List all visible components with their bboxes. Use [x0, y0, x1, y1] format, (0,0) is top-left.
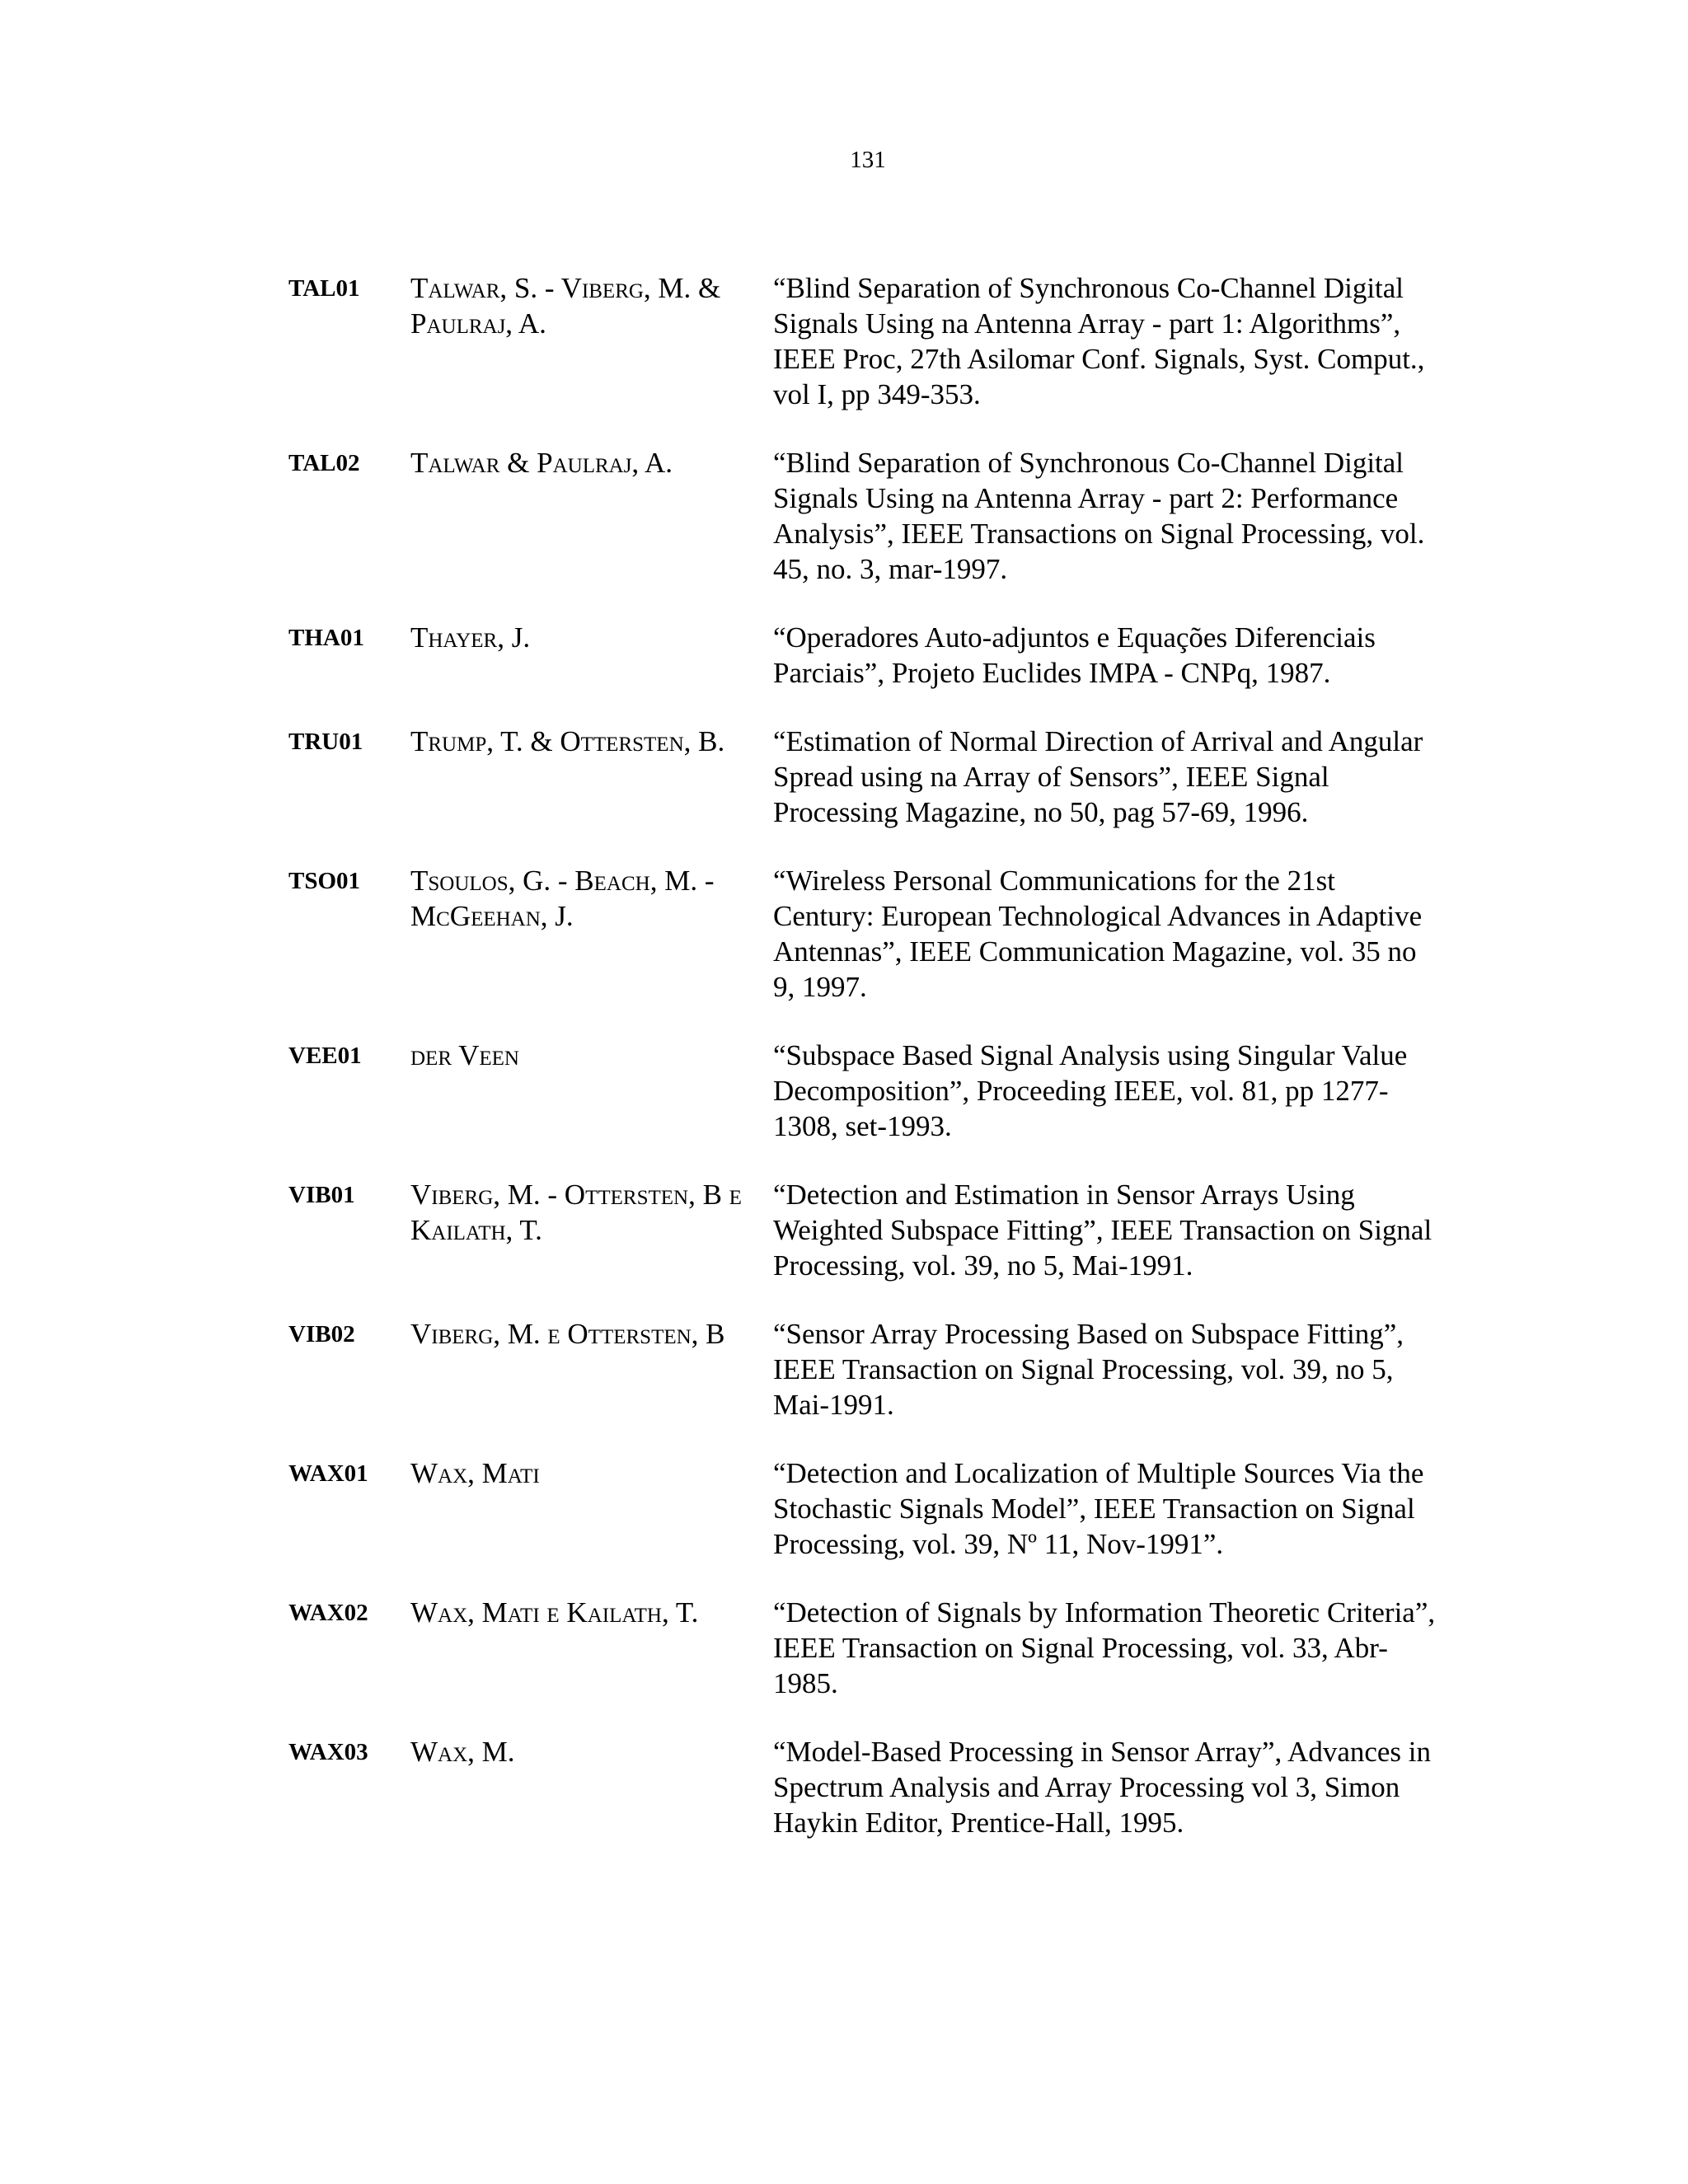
reference-key: WAX01: [288, 1460, 368, 1487]
reference-citation: “Blind Separation of Synchronous Co-Channel Digital Signals Using na Antenna Array - part 1: Algorithms”, IEEE Proc, 27th Asilomar Conf. Signals, Syst. Comput., vol I, pp 349-353.: [773, 272, 1425, 410]
reference-entry: [288, 620, 1442, 691]
reference-entry: [288, 445, 1442, 587]
reference-citation: “Estimation of Normal Direction of Arrival and Angular Spread using na Array of Sensors”, IEEE Signal Processing Magazine, no 50, pag 57-69, 1996.: [773, 725, 1423, 828]
reference-key: TSO01: [288, 868, 361, 894]
reference-citation: “Blind Separation of Synchronous Co-Channel Digital Signals Using na Antenna Array - part 2: Performance Analysis”, IEEE Transactions on Signal Processing, vol. 45, no. 3, mar-1997.: [773, 447, 1425, 585]
reference-citation: “Sensor Array Processing Based on Subspace Fitting”, IEEE Transaction on Signal Processing, vol. 39, no 5, Mai-1991.: [773, 1318, 1404, 1421]
reference-authors: Viberg, M. e Ottersten, B: [410, 1318, 725, 1350]
reference-authors: Wax, Mati: [410, 1457, 540, 1489]
reference-authors: Talwar, S. - Viberg, M. & Paulraj, A.: [410, 272, 721, 340]
reference-key: THA01: [288, 625, 364, 651]
reference-authors: Thayer, J.: [410, 621, 531, 654]
reference-key: TAL02: [288, 450, 360, 476]
reference-citation: “Detection of Signals by Information Theoretic Criteria”, IEEE Transaction on Signal Processing, vol. 33, Abr-1985.: [773, 1596, 1436, 1699]
reference-entry: [288, 1595, 1442, 1701]
reference-key: WAX02: [288, 1600, 368, 1626]
reference-authors: Viberg, M. - Ottersten, B e Kailath, T.: [410, 1179, 742, 1246]
reference-authors: Tsoulos, G. - Beach, M. - McGeehan, J.: [410, 865, 715, 932]
page-number: 131: [850, 147, 886, 173]
reference-citation: “Wireless Personal Communications for the 21st Century: European Technological Advances in Adaptive Antennas”, IEEE Communication Magazine, vol. 35 no 9, 1997.: [773, 865, 1423, 1003]
reference-entry: [288, 270, 1442, 412]
reference-entry: [288, 1734, 1442, 1840]
reference-key: VIB02: [288, 1321, 355, 1347]
reference-authors: der Veen: [410, 1039, 519, 1071]
reference-authors: Trump, T. & Ottersten, B.: [410, 725, 725, 757]
reference-citation: “Detection and Localization of Multiple Sources Via the Stochastic Signals Model”, IEEE Transaction on Signal Processing, vol. 39, Nº 11, Nov-1991”.: [773, 1457, 1424, 1560]
reference-key: TRU01: [288, 729, 363, 755]
reference-entry: [288, 1316, 1442, 1422]
reference-authors: Wax, Mati e Kailath, T.: [410, 1596, 699, 1629]
reference-key: VIB01: [288, 1182, 355, 1208]
reference-entry: [288, 1177, 1442, 1283]
reference-entry: [288, 1455, 1442, 1562]
reference-citation: “Detection and Estimation in Sensor Arrays Using Weighted Subspace Fitting”, IEEE Transaction on Signal Processing, vol. 39, no 5, Mai-1991.: [773, 1179, 1432, 1282]
reference-citation: “Subspace Based Signal Analysis using Singular Value Decomposition”, Proceeding IEEE, vol. 81, pp 1277-1308, set-1993.: [773, 1039, 1408, 1142]
reference-entry: [288, 863, 1442, 1005]
reference-key: WAX03: [288, 1739, 368, 1765]
reference-authors: Talwar & Paulraj, A.: [410, 447, 673, 479]
reference-citation: “Model-Based Processing in Sensor Array”, Advances in Spectrum Analysis and Array Processing vol 3, Simon Haykin Editor, Prentice-Hall, 1995.: [773, 1736, 1432, 1839]
reference-list: [288, 270, 1442, 1873]
reference-key: TAL01: [288, 275, 360, 302]
reference-entry: [288, 1038, 1442, 1144]
reference-citation: “Operadores Auto-adjuntos e Equações Diferenciais Parciais”, Projeto Euclides IMPA - CNPq, 1987.: [773, 621, 1376, 689]
reference-key: VEE01: [288, 1043, 362, 1069]
reference-entry: [288, 724, 1442, 830]
reference-authors: Wax, M.: [410, 1736, 515, 1768]
